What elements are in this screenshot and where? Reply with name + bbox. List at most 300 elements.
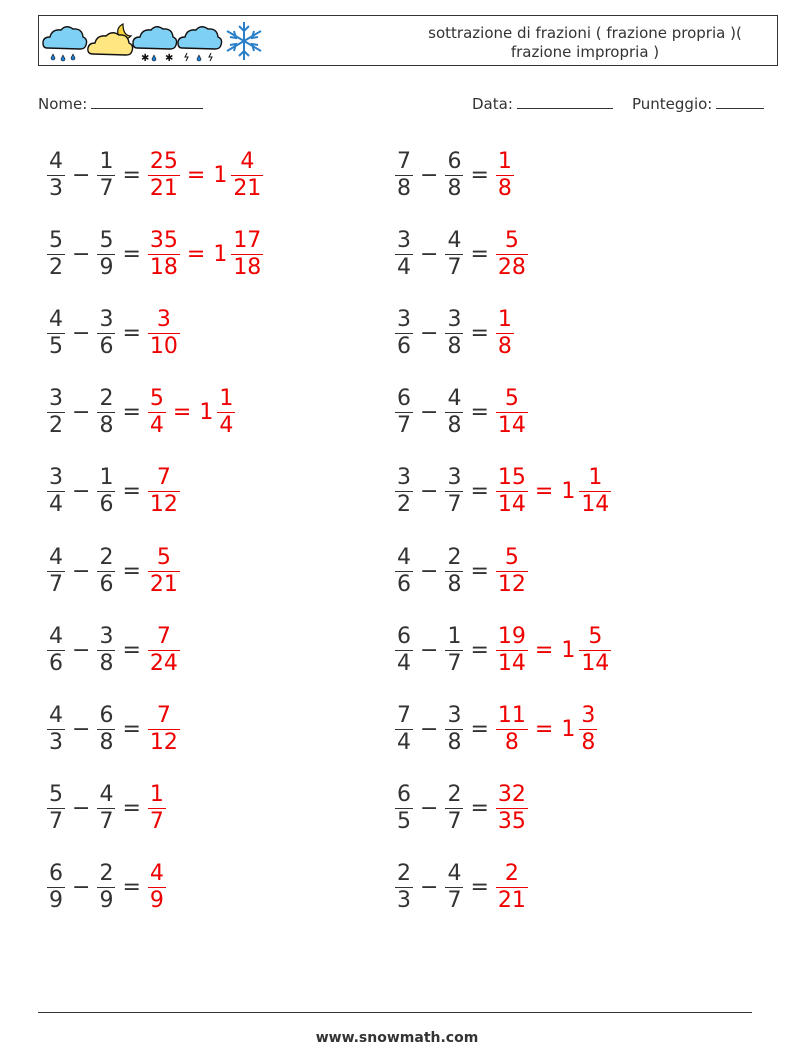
denominator: 3 xyxy=(49,729,63,755)
denominator: 28 xyxy=(497,254,526,280)
minuend-fraction xyxy=(47,545,65,598)
denominator: 7 xyxy=(447,888,462,914)
numerator: 3 xyxy=(49,465,63,491)
subtrahend-fraction xyxy=(445,861,463,914)
numerator: 4 xyxy=(447,227,462,253)
equals-sign: = xyxy=(122,320,141,346)
denominator: 12 xyxy=(497,571,526,597)
numerator: 7 xyxy=(156,465,171,491)
subtrahend-fraction xyxy=(445,149,463,202)
equals-sign: = xyxy=(470,637,489,663)
mixed-whole: 1 xyxy=(213,162,228,188)
minus-sign: − xyxy=(420,320,439,346)
minuend-fraction xyxy=(395,703,413,756)
problem-item xyxy=(392,619,614,681)
equals-sign: = xyxy=(122,875,141,901)
denominator: 21 xyxy=(149,175,178,201)
denominator: 7 xyxy=(149,809,164,835)
minus-sign: − xyxy=(420,875,439,901)
answer xyxy=(145,228,266,281)
minuend-fraction xyxy=(47,307,65,360)
minuend-fraction xyxy=(47,386,65,439)
numerator: 3 xyxy=(49,386,63,412)
numerator: 7 xyxy=(397,148,411,174)
numerator: 4 xyxy=(397,544,411,570)
numerator: 3 xyxy=(447,306,462,332)
minus-sign: − xyxy=(72,241,91,267)
denominator: 7 xyxy=(447,650,462,676)
denominator: 4 xyxy=(49,492,63,518)
denominator: 8 xyxy=(497,175,512,201)
problem-item xyxy=(392,698,600,760)
answer-fraction xyxy=(496,782,528,835)
minus-sign: − xyxy=(72,558,91,584)
answer xyxy=(145,782,169,835)
answer xyxy=(145,149,266,202)
equals-sign: = xyxy=(122,558,141,584)
minuend-fraction xyxy=(47,703,65,756)
answer xyxy=(493,386,531,439)
subtrahend-fraction xyxy=(445,307,463,360)
numerator: 5 xyxy=(504,227,519,253)
denominator: 8 xyxy=(447,413,462,439)
denominator: 2 xyxy=(397,492,411,518)
mixed-fraction xyxy=(579,465,611,518)
equals-sign: = xyxy=(534,479,554,505)
equals-sign: = xyxy=(470,796,489,822)
answer-fraction xyxy=(496,465,528,518)
problem-item xyxy=(392,382,531,444)
mixed-whole: 1 xyxy=(213,241,228,267)
numerator: 4 xyxy=(49,702,63,728)
mixed-whole: 1 xyxy=(561,479,576,505)
answer-fraction xyxy=(148,703,180,756)
denominator: 7 xyxy=(397,413,411,439)
footer-divider xyxy=(38,1012,752,1013)
subtrahend-fraction xyxy=(97,465,115,518)
numerator: 3 xyxy=(397,465,411,491)
denominator: 9 xyxy=(149,888,164,914)
subtrahend-fraction xyxy=(445,624,463,677)
numerator: 6 xyxy=(49,861,63,887)
minuend-fraction xyxy=(47,149,65,202)
numerator: 3 xyxy=(156,306,171,332)
worksheet-title: sottrazione di frazioni ( frazione propria )( frazione impropria ) xyxy=(428,24,742,61)
equals-sign: = xyxy=(122,479,141,505)
denominator: 3 xyxy=(397,888,411,914)
mixed-whole: 1 xyxy=(199,400,214,426)
footer-url: www.snowmath.com xyxy=(315,1030,479,1046)
answer-fraction xyxy=(148,782,166,835)
score-field xyxy=(632,94,764,113)
equals-sign: = xyxy=(470,162,489,188)
denominator: 4 xyxy=(397,729,411,755)
problem-item xyxy=(44,778,169,840)
subtrahend-fraction xyxy=(445,465,463,518)
equals-sign: = xyxy=(186,162,206,188)
minus-sign: − xyxy=(72,716,91,742)
rain-cloud-icon xyxy=(43,27,87,61)
date-label: Data: xyxy=(472,95,513,113)
problem-item xyxy=(392,540,531,602)
minus-sign: − xyxy=(420,796,439,822)
answer xyxy=(493,703,600,756)
weather-icons xyxy=(41,18,271,64)
answer-fraction xyxy=(148,307,180,360)
denominator: 2 xyxy=(49,413,63,439)
answer-fraction xyxy=(496,386,528,439)
numerator: 1 xyxy=(99,148,114,174)
answer-fraction xyxy=(496,861,528,914)
numerator: 5 xyxy=(504,544,519,570)
minuend-fraction xyxy=(395,861,413,914)
numerator: 1 xyxy=(497,148,512,174)
minus-sign: − xyxy=(72,875,91,901)
answer-fraction xyxy=(496,624,528,677)
equals-sign: = xyxy=(534,637,554,663)
numerator: 1 xyxy=(447,623,462,649)
subtrahend-fraction xyxy=(445,782,463,835)
answer xyxy=(145,307,183,360)
numerator: 2 xyxy=(99,861,114,887)
numerator: 6 xyxy=(397,623,411,649)
numerator: 2 xyxy=(447,544,462,570)
denominator: 12 xyxy=(149,729,178,755)
numerator: 17 xyxy=(233,227,262,253)
numerator: 5 xyxy=(504,386,519,412)
answer xyxy=(145,465,183,518)
numerator: 6 xyxy=(99,702,114,728)
answer xyxy=(493,624,614,677)
subtrahend-fraction xyxy=(445,545,463,598)
mixed-fraction xyxy=(231,149,263,202)
problem-item xyxy=(44,619,183,681)
minuend-fraction xyxy=(47,465,65,518)
mixed-fraction xyxy=(579,703,597,756)
numerator: 5 xyxy=(49,227,63,253)
date-blank[interactable] xyxy=(517,94,613,109)
numerator: 6 xyxy=(397,386,411,412)
problem-item xyxy=(44,382,238,444)
answer xyxy=(145,386,238,439)
score-blank[interactable] xyxy=(716,94,764,109)
denominator: 14 xyxy=(581,492,610,518)
minus-sign: − xyxy=(72,320,91,346)
subtrahend-fraction xyxy=(97,703,115,756)
problem-item xyxy=(392,302,517,364)
answer xyxy=(493,228,531,281)
denominator: 6 xyxy=(397,571,411,597)
numerator: 3 xyxy=(99,306,114,332)
denominator: 24 xyxy=(149,650,178,676)
denominator: 7 xyxy=(447,809,462,835)
subtrahend-fraction xyxy=(97,307,115,360)
answer xyxy=(145,545,183,598)
minus-sign: − xyxy=(420,716,439,742)
answer xyxy=(493,307,517,360)
answer-fraction xyxy=(496,149,514,202)
equals-sign: = xyxy=(534,716,554,742)
denominator: 8 xyxy=(447,729,462,755)
numerator: 4 xyxy=(49,148,63,174)
subtrahend-fraction xyxy=(97,861,115,914)
denominator: 8 xyxy=(504,729,519,755)
answer-fraction xyxy=(496,703,528,756)
numerator: 4 xyxy=(49,623,63,649)
answer xyxy=(493,465,614,518)
denominator: 7 xyxy=(49,571,63,597)
denominator: 21 xyxy=(233,175,262,201)
problem-item xyxy=(392,857,531,919)
denominator: 7 xyxy=(49,809,63,835)
answer xyxy=(493,149,517,202)
numerator: 4 xyxy=(447,386,462,412)
denominator: 5 xyxy=(397,809,411,835)
minus-sign: − xyxy=(420,400,439,426)
denominator: 8 xyxy=(99,413,114,439)
numerator: 25 xyxy=(149,148,178,174)
numerator: 4 xyxy=(49,306,63,332)
answer-fraction xyxy=(496,545,528,598)
numerator: 3 xyxy=(447,465,462,491)
equals-sign: = xyxy=(470,320,489,346)
minus-sign: − xyxy=(72,400,91,426)
numerator: 1 xyxy=(588,465,603,491)
equals-sign: = xyxy=(470,400,489,426)
problem-item xyxy=(392,144,517,206)
denominator: 8 xyxy=(447,333,462,359)
equals-sign: = xyxy=(470,716,489,742)
answer-fraction xyxy=(148,386,166,439)
denominator: 18 xyxy=(149,254,178,280)
numerator: 3 xyxy=(447,702,462,728)
denominator: 6 xyxy=(397,333,411,359)
minus-sign: − xyxy=(420,637,439,663)
problem-item xyxy=(44,144,266,206)
subtrahend-fraction xyxy=(445,386,463,439)
mixed-whole: 1 xyxy=(561,716,576,742)
minuend-fraction xyxy=(395,307,413,360)
problem-item xyxy=(44,461,183,523)
numerator: 7 xyxy=(156,702,171,728)
minus-sign: − xyxy=(420,479,439,505)
equals-sign: = xyxy=(172,400,192,426)
problem-item xyxy=(44,540,183,602)
denominator: 8 xyxy=(397,175,411,201)
problem-item xyxy=(392,223,531,285)
numerator: 35 xyxy=(149,227,178,253)
denominator: 4 xyxy=(397,650,411,676)
denominator: 6 xyxy=(99,333,114,359)
numerator: 7 xyxy=(397,702,411,728)
name-blank[interactable] xyxy=(91,94,203,109)
denominator: 14 xyxy=(581,650,610,676)
denominator: 14 xyxy=(497,413,526,439)
numerator: 6 xyxy=(397,782,411,808)
answer xyxy=(493,545,531,598)
problem-item xyxy=(44,302,183,364)
denominator: 35 xyxy=(497,809,526,835)
mixed-fraction xyxy=(231,228,263,281)
subtrahend-fraction xyxy=(97,228,115,281)
denominator: 4 xyxy=(149,413,164,439)
numerator: 1 xyxy=(149,782,164,808)
minuend-fraction xyxy=(395,465,413,518)
minuend-fraction xyxy=(395,228,413,281)
mixed-fraction xyxy=(579,624,611,677)
denominator: 2 xyxy=(49,254,63,280)
numerator: 5 xyxy=(156,544,171,570)
problem-item xyxy=(392,461,614,523)
numerator: 4 xyxy=(99,782,114,808)
mixed-whole: 1 xyxy=(561,637,576,663)
equals-sign: = xyxy=(470,558,489,584)
numerator: 11 xyxy=(497,702,526,728)
numerator: 2 xyxy=(99,544,114,570)
answer-fraction xyxy=(148,624,180,677)
denominator: 8 xyxy=(99,650,114,676)
subtrahend-fraction xyxy=(97,149,115,202)
numerator: 4 xyxy=(149,861,164,887)
denominator: 14 xyxy=(497,650,526,676)
denominator: 6 xyxy=(99,571,114,597)
denominator: 10 xyxy=(149,333,178,359)
answer-fraction xyxy=(496,307,514,360)
minus-sign: − xyxy=(420,558,439,584)
answer-fraction xyxy=(148,861,166,914)
equals-sign: = xyxy=(122,637,141,663)
minuend-fraction xyxy=(395,782,413,835)
numerator: 3 xyxy=(397,227,411,253)
equals-sign: = xyxy=(186,241,206,267)
moon-cloud-icon xyxy=(88,24,133,55)
mixed-fraction xyxy=(217,386,235,439)
answer xyxy=(493,782,531,835)
snowflake-icon xyxy=(227,22,261,60)
problem-item xyxy=(44,857,169,919)
problem-item xyxy=(44,698,183,760)
equals-sign: = xyxy=(470,241,489,267)
denominator: 6 xyxy=(99,492,114,518)
minus-sign: − xyxy=(420,241,439,267)
denominator: 3 xyxy=(49,175,63,201)
denominator: 4 xyxy=(397,254,411,280)
numerator: 4 xyxy=(447,861,462,887)
numerator: 7 xyxy=(156,623,171,649)
denominator: 5 xyxy=(49,333,63,359)
numerator: 32 xyxy=(497,782,526,808)
name-label: Nome: xyxy=(38,95,88,113)
denominator: 21 xyxy=(149,571,178,597)
numerator: 5 xyxy=(588,623,603,649)
numerator: 15 xyxy=(497,465,526,491)
subtrahend-fraction xyxy=(445,228,463,281)
denominator: 9 xyxy=(49,888,63,914)
denominator: 4 xyxy=(219,413,234,439)
answer-fraction xyxy=(148,545,180,598)
minuend-fraction xyxy=(395,624,413,677)
denominator: 8 xyxy=(99,729,114,755)
numerator: 19 xyxy=(497,623,526,649)
subtrahend-fraction xyxy=(97,545,115,598)
minus-sign: − xyxy=(72,637,91,663)
numerator: 3 xyxy=(99,623,114,649)
denominator: 7 xyxy=(99,809,114,835)
subtrahend-fraction xyxy=(97,782,115,835)
numerator: 2 xyxy=(504,861,519,887)
denominator: 7 xyxy=(447,254,462,280)
numerator: 3 xyxy=(581,702,596,728)
answer xyxy=(145,703,183,756)
subtrahend-fraction xyxy=(97,624,115,677)
subtrahend-fraction xyxy=(445,703,463,756)
minus-sign: − xyxy=(72,162,91,188)
minuend-fraction xyxy=(47,228,65,281)
answer-fraction xyxy=(148,465,180,518)
numerator: 1 xyxy=(219,386,234,412)
problem-item xyxy=(44,223,266,285)
equals-sign: = xyxy=(122,716,141,742)
minus-sign: − xyxy=(72,796,91,822)
numerator: 5 xyxy=(49,782,63,808)
answer xyxy=(145,861,169,914)
subtrahend-fraction xyxy=(97,386,115,439)
problem-item xyxy=(392,778,531,840)
svg-text:✱: ✱ xyxy=(141,53,150,64)
answer-fraction xyxy=(496,228,528,281)
denominator: 7 xyxy=(99,175,114,201)
equals-sign: = xyxy=(122,162,141,188)
equals-sign: = xyxy=(470,479,489,505)
numerator: 4 xyxy=(240,148,255,174)
denominator: 9 xyxy=(99,254,114,280)
minuend-fraction xyxy=(395,386,413,439)
equals-sign: = xyxy=(122,241,141,267)
minuend-fraction xyxy=(47,782,65,835)
snow-cloud-icon xyxy=(133,27,177,64)
equals-sign: = xyxy=(122,400,141,426)
date-field xyxy=(472,94,613,113)
numerator: 5 xyxy=(99,227,114,253)
answer xyxy=(493,861,531,914)
thunder-cloud-icon xyxy=(178,27,222,61)
denominator: 8 xyxy=(447,175,462,201)
numerator: 5 xyxy=(149,386,164,412)
minuend-fraction xyxy=(395,149,413,202)
denominator: 8 xyxy=(497,333,512,359)
equals-sign: = xyxy=(122,796,141,822)
minus-sign: − xyxy=(72,479,91,505)
numerator: 6 xyxy=(447,148,462,174)
denominator: 6 xyxy=(49,650,63,676)
numerator: 1 xyxy=(99,465,114,491)
numerator: 2 xyxy=(447,782,462,808)
denominator: 8 xyxy=(447,571,462,597)
minuend-fraction xyxy=(395,545,413,598)
denominator: 9 xyxy=(99,888,114,914)
minus-sign: − xyxy=(420,162,439,188)
denominator: 18 xyxy=(233,254,262,280)
denominator: 14 xyxy=(497,492,526,518)
minuend-fraction xyxy=(47,624,65,677)
denominator: 7 xyxy=(447,492,462,518)
numerator: 2 xyxy=(99,386,114,412)
numerator: 3 xyxy=(397,306,411,332)
answer-fraction xyxy=(148,228,180,281)
numerator: 2 xyxy=(397,861,411,887)
denominator: 8 xyxy=(581,729,596,755)
numerator: 1 xyxy=(497,306,512,332)
